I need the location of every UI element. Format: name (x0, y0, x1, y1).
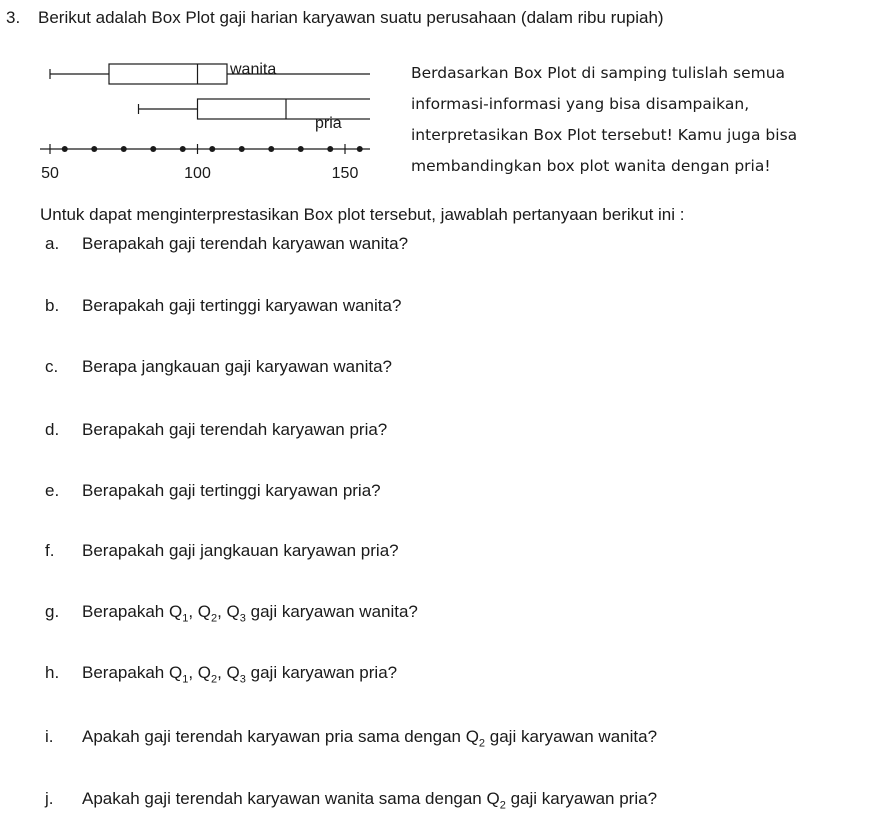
box-pria (198, 99, 371, 119)
axis-dot-75 (121, 146, 127, 152)
axis-dot-155 (357, 146, 363, 152)
question-text: Berapakah gaji jangkauan karyawan pria? (82, 541, 399, 560)
question-text: Berapakah $Q_1$, $Q_2$, $Q_3$ gaji karyawan wanita? (82, 602, 418, 625)
boxplot-figure (40, 52, 370, 192)
question-letter: f. (45, 541, 55, 560)
instruction-line: membandingkan box plot wanita dengan pria! (411, 157, 771, 175)
question-letter: i. (45, 727, 54, 746)
question-letter: c. (45, 357, 59, 376)
question-letter: j. (45, 789, 54, 808)
question-e (45, 481, 381, 501)
question-a (45, 234, 408, 254)
question-text: Berapakah gaji tertinggi karyawan wanita? (82, 296, 402, 315)
instruction-line: interpretasikan Box Plot tersebut! Kamu juga bisa (411, 126, 798, 144)
question-letter: a. (45, 234, 60, 253)
intro-text: Untuk dapat menginterprestasikan Box plot tersebut, jawablah pertanyaan berikut ini : (40, 205, 685, 224)
axis-tick-label-50: 50 (41, 165, 59, 182)
question-text: Apakah gaji terendah karyawan pria sama dengan $Q_2$ gaji karyawan wanita? (82, 727, 658, 750)
series-label-pria: pria (315, 115, 342, 132)
question-text: Apakah gaji terendah karyawan wanita sama dengan $Q_2$ gaji karyawan pria? (82, 789, 658, 812)
axis-dot-85 (150, 146, 156, 152)
axis-dot-145 (327, 146, 333, 152)
question-text: Berapa jangkauan gaji karyawan wanita? (82, 357, 392, 376)
question-letter: d. (45, 420, 60, 439)
axis-dot-55 (62, 146, 68, 152)
boxplot-wanita (50, 64, 370, 84)
question-i (45, 727, 658, 750)
instruction-line: Berdasarkan Box Plot di samping tulislah semua (411, 64, 786, 82)
question-letter: h. (45, 663, 60, 682)
instruction-text (411, 58, 861, 182)
question-text: Berapakah gaji tertinggi karyawan pria? (82, 481, 381, 500)
question-b (45, 296, 401, 316)
question-g (45, 602, 418, 625)
box-wanita (109, 64, 227, 84)
question-text: Berapakah gaji terendah karyawan pria? (82, 420, 388, 439)
axis-dot-105 (209, 146, 215, 152)
question-h (45, 663, 398, 686)
problem-title: Berikut adalah Box Plot gaji harian karyawan suatu perusahaan (dalam ribu rupiah) (38, 8, 664, 27)
axis-dot-125 (268, 146, 274, 152)
question-j (45, 789, 658, 812)
instruction-line: informasi-informasi yang bisa disampaikan, (411, 95, 750, 113)
question-d (45, 420, 387, 440)
axis-tick-label-150: 150 (331, 165, 359, 182)
axis-dot-95 (180, 146, 186, 152)
axis-dot-135 (298, 146, 304, 152)
problem-number: 3. (6, 8, 21, 27)
axis-dot-65 (91, 146, 97, 152)
question-text: Berapakah gaji terendah karyawan wanita? (82, 234, 409, 253)
question-f (45, 541, 399, 561)
axis-tick-label-100: 100 (184, 165, 211, 182)
question-letter: e. (45, 481, 60, 500)
question-letter: g. (45, 602, 60, 621)
axis-dot-115 (239, 146, 245, 152)
boxplot-axis (40, 144, 370, 182)
series-label-wanita: wanita (230, 61, 277, 78)
question-letter: b. (45, 296, 60, 315)
question-text: Berapakah $Q_1$, $Q_2$, $Q_3$ gaji karyawan pria? (82, 663, 398, 686)
question-c (45, 357, 392, 377)
